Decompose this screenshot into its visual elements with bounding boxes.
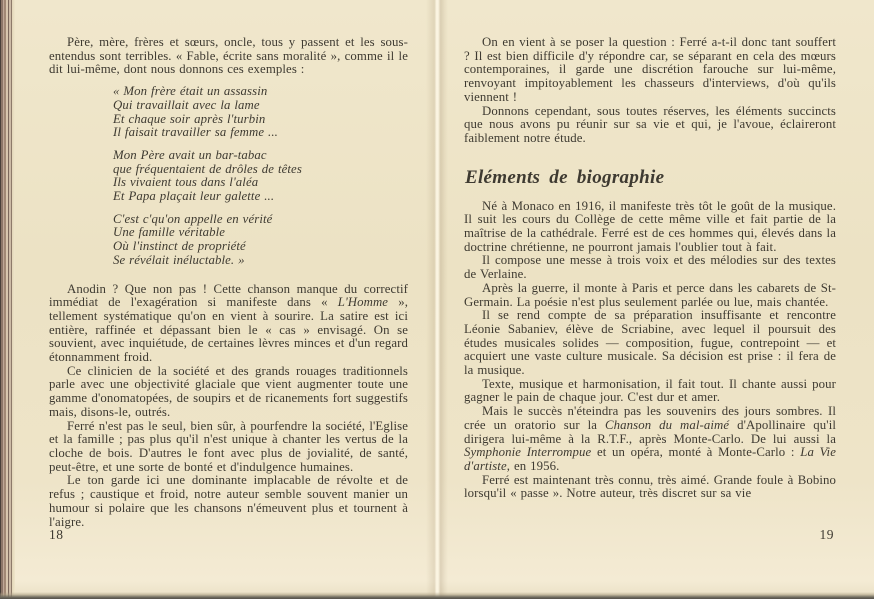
- stanza-3: [113, 213, 408, 268]
- verse-line: Et chaque soir après l'turbin: [113, 111, 266, 126]
- verse-line: Qui travaillait avec la lame: [113, 97, 260, 112]
- paragraph-segment: , en 1956.: [506, 458, 560, 473]
- verse-line: Il faisait travailler sa femme ...: [113, 125, 278, 140]
- verse-block: [113, 85, 408, 267]
- paragraph-segment: et un opéra, monté à Monte-Carlo :: [591, 445, 801, 460]
- paragraph-sabaniev: Il se rend compte de sa préparation insuffisante et rencontre Léonie Sabaniev, élève de Scriabine, avec lequel il poursuit des études musicales solides — composition, fugue, contrepoint — et acquiert une vaste culture musicale. Sa décision est prise : il fera de la musique.: [464, 308, 836, 378]
- verse-line: Ils vivaient tous dans l'aléa: [113, 175, 259, 190]
- left-page: [49, 36, 408, 529]
- work-title-lhomme: L'Homme: [337, 295, 389, 310]
- paragraph-intro: Père, mère, frères et sœurs, oncle, tous y passent et les sous-entendus sont terribles. « Fable, écrite sans moralité », comme il le dit lui-même, dont nous donnons ces exemples :: [49, 35, 408, 77]
- paragraph-naissance: Né à Monaco en 1916, il manifeste très tôt le goût de la musique. Il suit les cours du Collège de cette même ville et fait partie de la maîtrise de la cathédrale. Ferré est de ces hommes qui, élevés dans la doctrine chrétienne, ne pourront jamais l'oublier tout à fait.: [464, 198, 836, 254]
- work-title-la-vie-dartiste: La Vie d'artiste: [464, 445, 836, 473]
- paragraph-succes: [464, 405, 836, 474]
- work-title-chanson-du-mal-aime: Chanson du mal-aimé: [604, 417, 730, 432]
- paragraph-ferre-satire: Ferré n'est pas le seul, bien sûr, à pourfendre la société, l'Eglise et la famille ; pas plus qu'il n'est unique à chanter les vertus de la cloche de bois. D'autres le font avec plus de jovialité, de santé, peut-être, et une sorte de bonté et d'indulgence humaines.: [49, 418, 408, 474]
- paragraph-segment: Mais le succès n'éteindra pas les souvenirs des jours sombres. Il crée un oratorio sur la: [464, 404, 836, 432]
- paragraph-messe: Il compose une messe à trois voix et des mélodies sur des textes de Verlaine.: [464, 253, 836, 282]
- verse-line: Où l'instinct de propriété: [113, 239, 246, 254]
- paragraph-question: On en vient à se poser la question : Ferré a-t-il donc tant souffert ? Il est bien difficile d'y répondre car, se séparant en cela des mœurs contemporaines, il garde une discrétion farouche sur lui-même, renvoyant impitoyablement les chasseurs d'interviews, d'où qu'ils viennent !: [464, 35, 836, 104]
- paragraph-segment: », tellement systématique qu'on en vient à sourire. La satire est ici entière, raffinée et dépassant bien le « cas » envisagé. On se souvient, avec inquiétude, de certaines lèvres minces et d'un regard étonnamment froid.: [49, 295, 408, 365]
- page-number-left: 18: [49, 527, 64, 542]
- verse-line: Et Papa plaçait leur galette ...: [113, 189, 275, 204]
- paragraph-clinicien: Ce clinicien de la société et des grands rouages traditionnels parle avec une objectivité glaciale que vient augmenter toute une gamme d'onomatopées, de soupirs et de ricanements fort suggestifs mais, disons-le, outrés.: [49, 363, 408, 419]
- paragraph-segment: d'Apollinaire qu'il dirigera lui-même à la R.T.F., après Monte-Carlo. De lui aussi la: [464, 417, 837, 446]
- verse-line: que fréquentaient de drôles de têtes: [113, 161, 302, 176]
- gutter-crease: [426, 0, 448, 599]
- section-heading-biographie: Eléments de biographie: [465, 166, 665, 188]
- bottom-shadow: [0, 592, 874, 599]
- paragraph-anodin: [49, 283, 408, 365]
- verse-line: Mon Père avait un bar-tabac: [113, 147, 267, 162]
- verse-line: C'est c'qu'on appelle en vérité: [113, 211, 273, 226]
- paragraph-segment: Anodin ? Que non pas ! Cette chanson manque du correctif immédiat de l'exagération si manifeste dans «: [49, 281, 408, 310]
- verse-line: Se révélait inéluctable. »: [113, 252, 245, 267]
- paragraph-texte: Texte, musique et harmonisation, il fait tout. Il chante aussi pour gagner le pain de chaque jour. C'est dur et amer.: [464, 376, 836, 405]
- verse-line: « Mon frère était un assassin: [113, 84, 268, 99]
- paragraph-ferre-connu: Ferré est maintenant très connu, très aimé. Grande foule à Bobino lorsqu'il « passe ». Notre auteur, très discret sur sa vie: [464, 472, 836, 501]
- work-title-symphonie-interrompue: Symphonie Interrompue: [464, 445, 592, 460]
- page-number-right: 19: [819, 527, 834, 542]
- page-stack-edge: [0, 0, 15, 599]
- right-page: [464, 36, 836, 501]
- verse-line: Une famille véritable: [113, 225, 226, 240]
- paragraph-guerre: Après la guerre, il monte à Paris et perce dans les cabarets de St-Germain. La poésie n'est plus seulement parlée ou lue, mais chantée.: [464, 280, 836, 309]
- paragraph-ton: Le ton garde ici une dominante implacable de révolte et de refus ; caustique et froid, notre auteur semble souvent manier un humour si polaire que les chansons n'émeuvent plus et tournent à l'aigre.: [49, 473, 408, 529]
- stanza-1: [113, 85, 408, 140]
- stanza-2: [113, 149, 408, 204]
- paragraph-donnons: Donnons cependant, sous toutes réserves, les éléments succincts que nous avons pu réunir sur sa vie et qui, je l'avoue, éclaireront faiblement notre étude.: [464, 103, 836, 145]
